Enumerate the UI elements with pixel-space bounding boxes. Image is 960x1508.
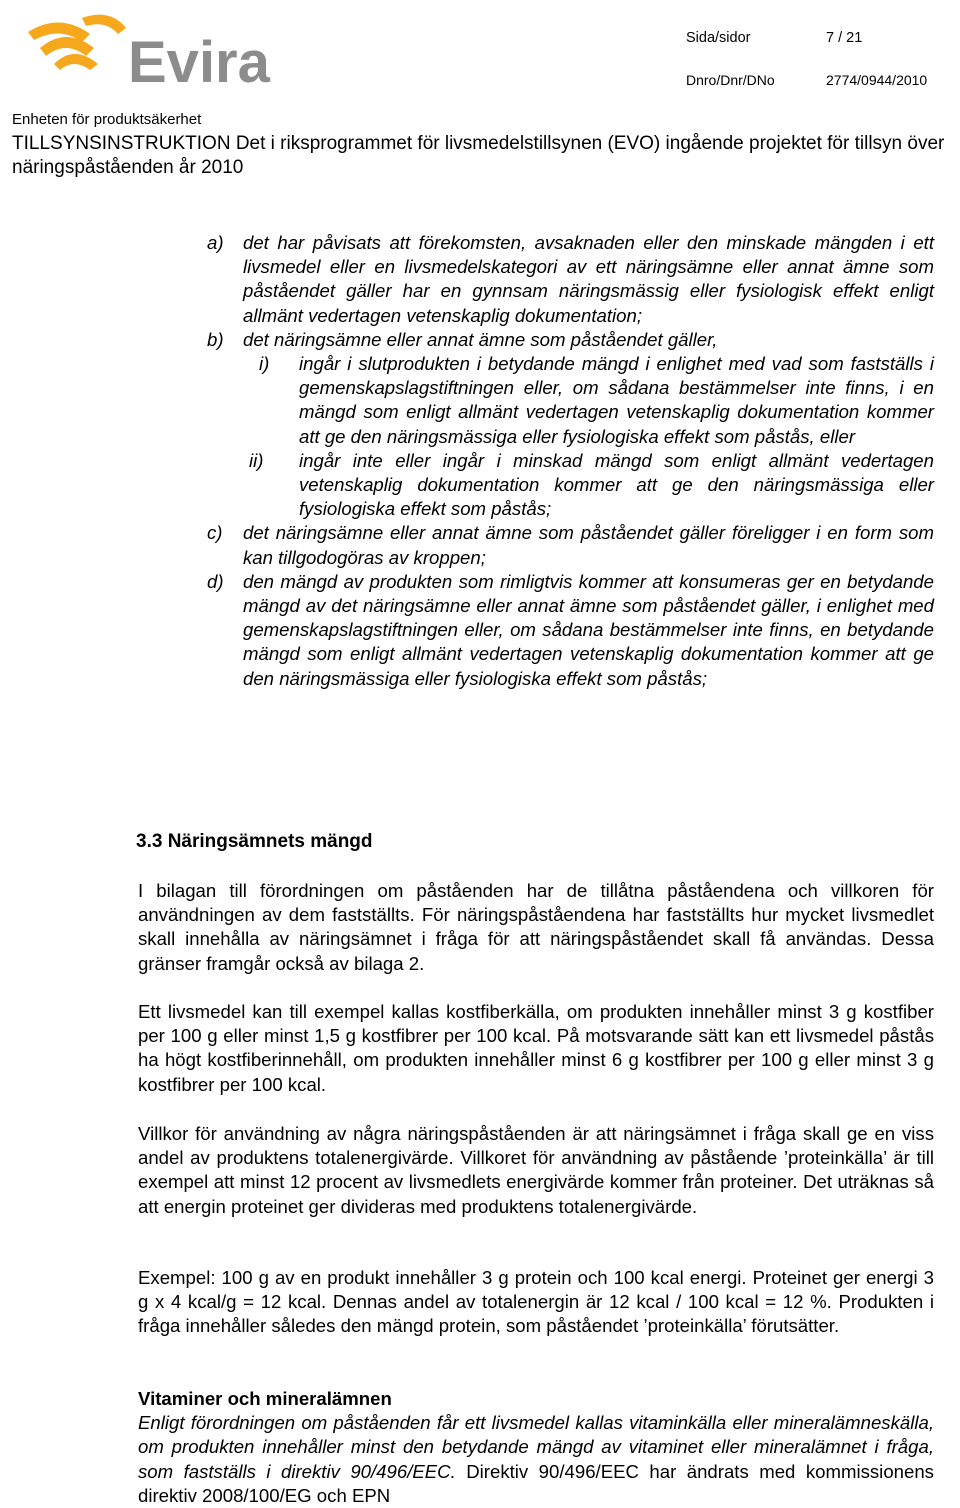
logo-wordmark: Evira <box>128 30 270 88</box>
list-item-d <box>207 570 934 691</box>
vitamins-italic-text: Enligt förordningen om påståenden får ett livsmedel kallas vitaminkälla eller mineralämneskälla, om produkten innehåller minst den betydande mängd av vitaminet eller mineralämnet i fråga, som fastställs i direktiv 90/496/EEC. <box>138 1412 934 1482</box>
list-marker: a) <box>207 232 224 253</box>
document-title: TILLSYNSINSTRUKTION Det i riksprogrammet för livsmedelstillsynen (EVO) ingående projektet för tillsyn över näringspåståenden år 2010 <box>12 133 945 178</box>
list-marker: c) <box>207 522 223 544</box>
list-marker: b) <box>207 328 224 350</box>
list-item-a <box>207 231 934 328</box>
list-item-b-ii <box>243 449 934 522</box>
list-item-text: det näringsämne eller annat ämne som påståendet gäller, <box>243 328 718 350</box>
paragraph-1: I bilagan till förordningen om påståenden har de tillåtna påståendena och villkoren för användningen av dem fastställts. För näringspåståendena har fastställts hur mycket livsmedlet skall innehålla av näringsämnet i fråga för att näringspåståendet skall få användas. Dessa gränser framgår också av bilaga 2. <box>138 880 934 974</box>
evira-logo <box>20 8 280 88</box>
list-item-text: det näringsämne eller annat ämne som påståendet gäller föreligger i en form som kan tillgodogöras av kroppen; <box>243 522 934 568</box>
list-item-b <box>207 328 934 352</box>
list-item-text: ingår i slutprodukten i betydande mängd i enlighet med vad som fastställs i gemenskapslagstiftningen eller, om sådana bestämmelser inte finns, i en mängd som enligt allmänt vedertagen vetenskaplig dokumentation kommer att ge den näringsmässiga eller fysiologiska effekt som påstås, eller <box>299 353 934 447</box>
dnro-value: 2774/0944/2010 <box>826 72 928 88</box>
unit-name: Enheten för produktsäkerhet <box>12 111 202 128</box>
paragraph-3: Villkor för användning av några näringspåståenden är att näringsämnet i fråga skall ge en viss andel av produktens totalenergivärde. Villkoret för användning av påstående ’proteinkälla’ är till exempel att minst 12 procent av livsmedlets energivärde kommer från proteiner. Det uträknas så att energin proteinet ger divideras med produktens totalenergivärde. <box>138 1123 934 1217</box>
vitamins-text: Direktiv 90/496/EEC har ändrats med kommissionens direktiv 2008/100/EG och EPN <box>138 1460 934 1506</box>
list-item-text: det har påvisats att förekomsten, avsaknaden eller den minskade mängden i ett livsmedel eller en livsmedelskategori av ett näringsämne eller annat ämne som påståendet gäller har en gynnsam näringsmässig eller fysiologisk effekt enligt allmänt vedertagen vetenskaplig dokumentation; <box>243 232 934 326</box>
list-item-b-i <box>243 352 934 449</box>
paragraph-2: Ett livsmedel kan till exempel kallas kostfiberkälla, om produkten innehåller minst 3 g kostfiber per 100 g eller minst 1,5 g kostfibrer per 100 kcal. På motsvarande sätt kan ett livsmedel påstås ha högt kostfiberinnehåll, om produkten innehåller minst 6 g kostfibrer per 100 g eller minst 3 g kostfibrer per 100 kcal. <box>138 1001 934 1095</box>
list-item-text: den mängd av produkten som rimligtvis kommer att konsumeras ger en betydande mängd av det näringsämne eller annat ämne som påståendet gäller, i enlighet med gemenskapslagstiftningen eller, om sådana bestämmelser inte finns, en betydande mängd som enligt allmänt vedertagen vetenskaplig dokumentation kommer att ge den näringsmässiga eller fysiologiska effekt som påstås; <box>243 570 934 689</box>
criteria-list <box>207 231 934 691</box>
section-heading: 3.3 Näringsämnets mängd <box>136 831 373 852</box>
list-item-text: ingår inte eller ingår i minskad mängd som enligt allmänt vedertagen vetenskaplig dokumentation kommer att ge den näringsmässiga eller fysiologiska effekt som påstås; <box>299 449 934 520</box>
vitamins-paragraph <box>138 1387 934 1508</box>
list-item-c <box>207 521 934 569</box>
logo-rays-icon <box>28 15 126 70</box>
page-number: 7 / 21 <box>826 30 863 46</box>
list-marker: d) <box>207 570 224 592</box>
list-marker: ii) <box>249 449 264 471</box>
page-label: Sida/sidor <box>686 30 751 46</box>
paragraph-4: Exempel: 100 g av en produkt innehåller 3 g protein och 100 kcal energi. Proteinet ger energi 3 g x 4 kcal/g = 12 kcal. Dennas andel av totalenergin är 12 kcal / 100 kcal = 12 %. Produkten i fråga innehåller således den mängd protein, som påståendet ’proteinkälla’ förutsätter. <box>138 1267 934 1337</box>
dnro-label: Dnro/Dnr/DNo <box>686 72 775 88</box>
subheading: Vitaminer och mineralämnen <box>138 1388 392 1409</box>
list-marker: i) <box>259 353 270 375</box>
